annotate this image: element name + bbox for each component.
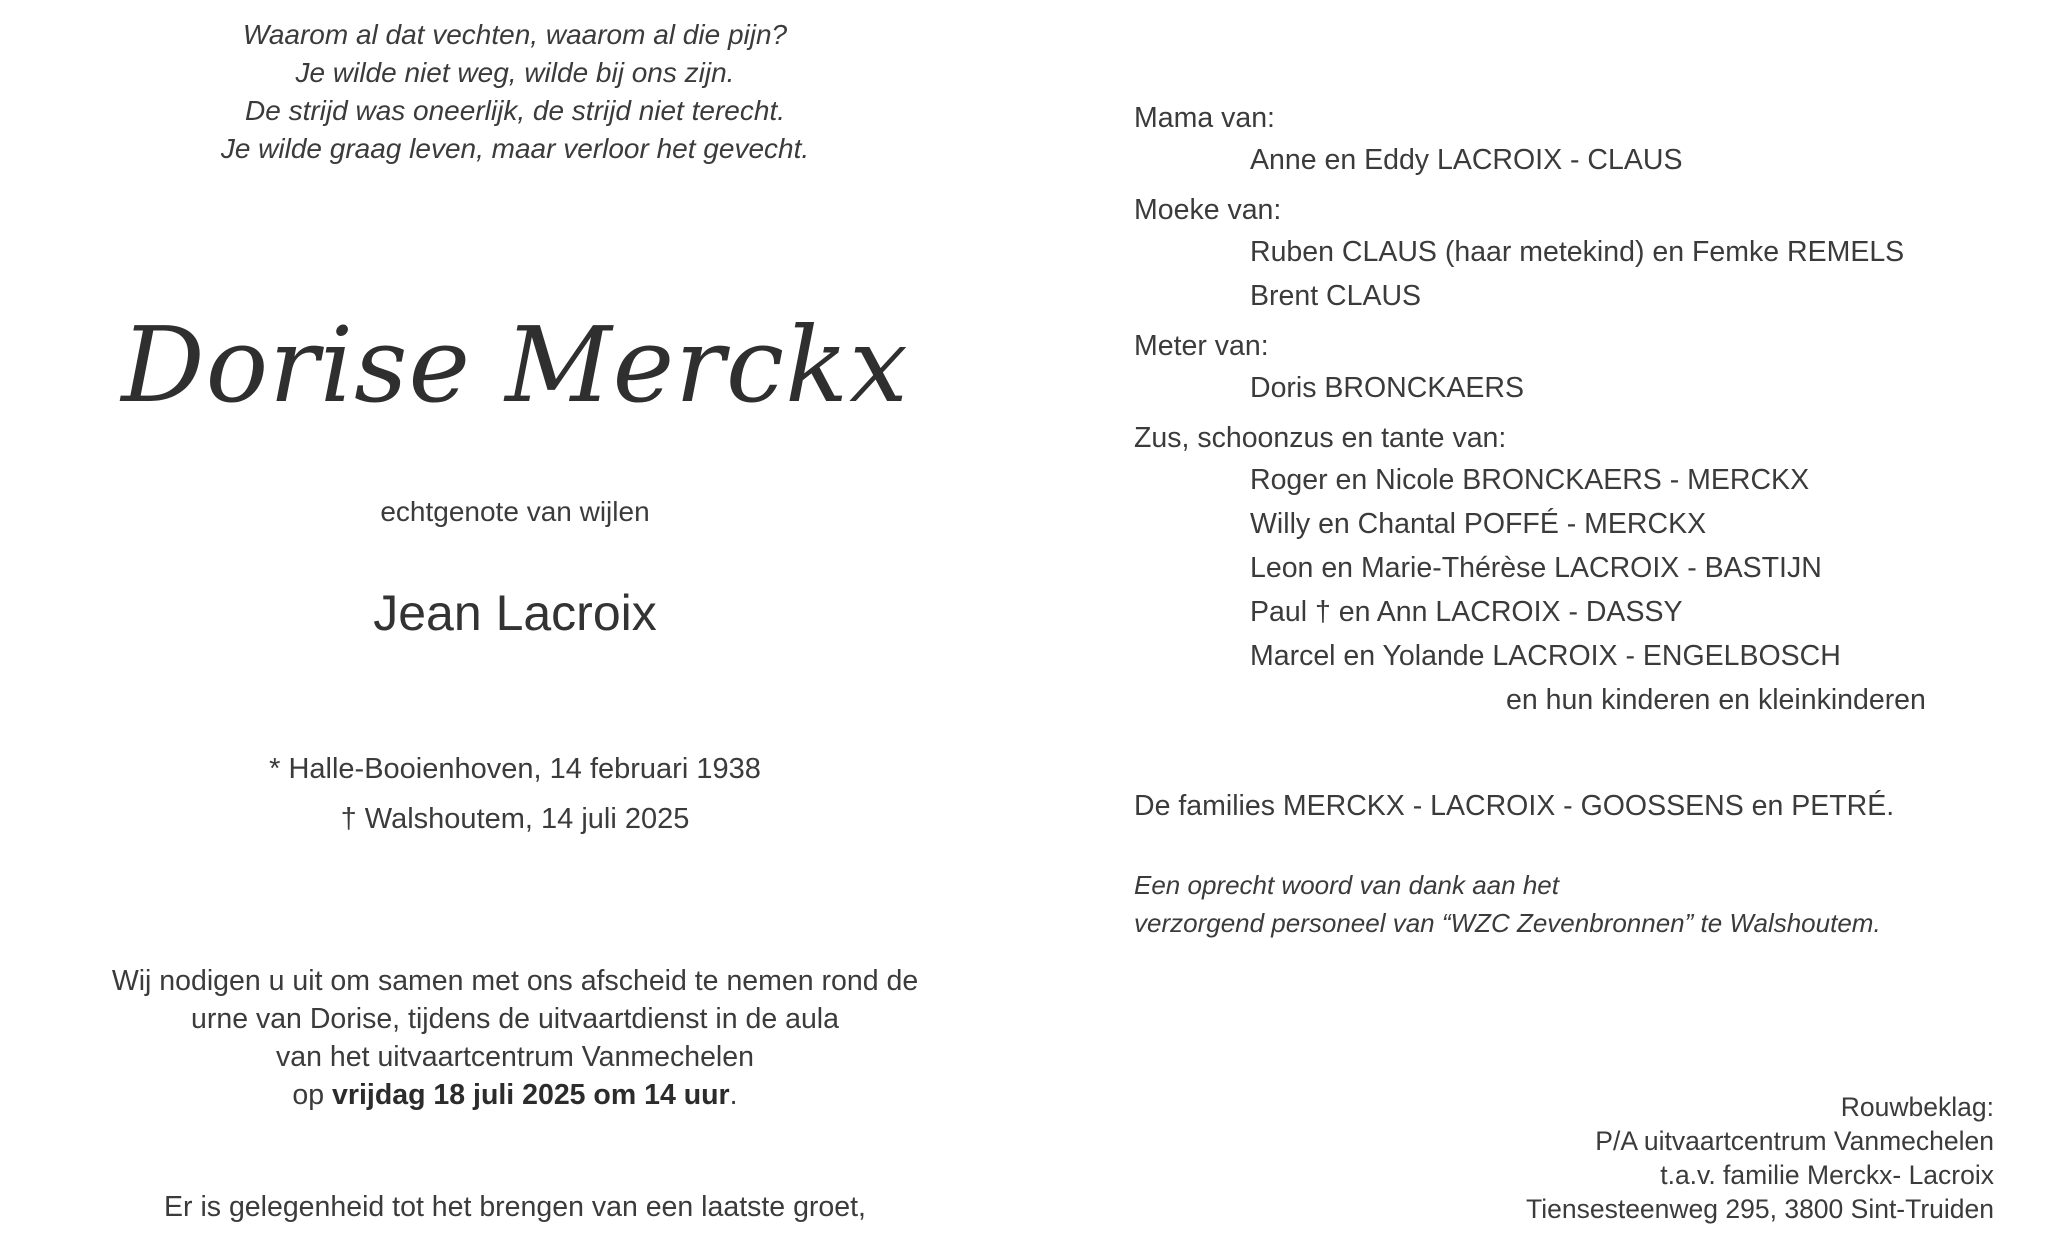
death-line: † Walshoutem, 14 juli 2025 <box>340 803 690 835</box>
invitation-line: van het uitvaartcentrum Vanmechelen <box>276 1041 754 1073</box>
relations-list <box>1134 98 1994 730</box>
poem-line: Je wilde niet weg, wilde bij ons zijn. <box>295 57 735 88</box>
farewell-note: Er is gelegenheid tot het brengen van een laatste groet, <box>164 1191 866 1223</box>
relation-person: Marcel en Yolande LACROIX - ENGELBOSCH <box>1250 640 1841 672</box>
invitation-line: urne van Dorise, tijdens de uitvaartdienst in de aula <box>191 1003 839 1035</box>
relation-tail: en hun kinderen en kleinkinderen <box>1506 684 1926 716</box>
poem-line: De strijd was oneerlijk, de strijd niet terecht. <box>245 95 785 126</box>
invitation-line: Wij nodigen u uit om samen met ons afscheid te nemen rond de <box>111 965 919 997</box>
relation-person: Willy en Chantal POFFÉ - MERCKX <box>1250 508 1707 540</box>
relation-group <box>1134 190 1994 318</box>
poem-line: Je wilde graag leven, maar verloor het gevecht. <box>220 133 810 164</box>
spouse-name: Jean Lacroix <box>373 585 657 641</box>
life-dates <box>0 744 1030 844</box>
birth-line: * Halle-Booienhoven, 14 februari 1938 <box>269 753 761 785</box>
poem-line: Waarom al dat vechten, waarom al die pijn? <box>242 19 788 50</box>
relation-heading: Zus, schoonzus en tante van: <box>1134 422 1507 454</box>
invitation-line <box>0 1076 1030 1114</box>
thanks-line: verzorgend personeel van “WZC Zevenbronnen” te Walshoutem. <box>1134 908 1881 938</box>
address-line: Tiensesteenweg 295, 3800 Sint-Truiden <box>1526 1194 1994 1224</box>
families-line: De families MERCKX - LACROIX - GOOSSENS en PETRÉ. <box>1134 790 1895 822</box>
condolences-address <box>1474 1090 1994 1226</box>
deceased-name: Dorise Merckx <box>121 304 909 426</box>
relation-person: Leon en Marie-Thérèse LACROIX - BASTIJN <box>1250 552 1822 584</box>
relation-heading: Meter van: <box>1134 330 1269 362</box>
invitation-prefix: op <box>292 1079 333 1111</box>
relation-person: Brent CLAUS <box>1250 280 1422 312</box>
service-datetime: vrijdag 18 juli 2025 om 14 uur <box>332 1079 730 1111</box>
relation-person: Roger en Nicole BRONCKAERS - MERCKX <box>1250 464 1810 496</box>
relation-person: Paul † en Ann LACROIX - DASSY <box>1250 596 1683 628</box>
spouse-intro: echtgenote van wijlen <box>380 496 650 527</box>
poem <box>0 16 1030 168</box>
thanks-note <box>1134 866 1881 942</box>
thanks-line: Een oprecht woord van dank aan het <box>1134 870 1559 900</box>
address-line: P/A uitvaartcentrum Vanmechelen <box>1595 1126 1994 1156</box>
right-panel <box>1134 0 1994 1240</box>
relation-person: Anne en Eddy LACROIX - CLAUS <box>1250 144 1683 176</box>
relation-person: Ruben CLAUS (haar metekind) en Femke REMELS <box>1250 236 1905 268</box>
relation-group <box>1134 418 1994 722</box>
relation-heading: Mama van: <box>1134 102 1275 134</box>
address-line: t.a.v. familie Merckx- Lacroix <box>1660 1160 1994 1190</box>
relation-group <box>1134 98 1994 182</box>
relation-person: Doris BRONCKAERS <box>1250 372 1524 404</box>
relation-group <box>1134 326 1994 410</box>
relation-heading: Moeke van: <box>1134 194 1282 226</box>
funeral-invitation <box>0 962 1030 1114</box>
condolences-title: Rouwbeklag: <box>1840 1092 1994 1122</box>
invitation-suffix: . <box>729 1079 738 1111</box>
